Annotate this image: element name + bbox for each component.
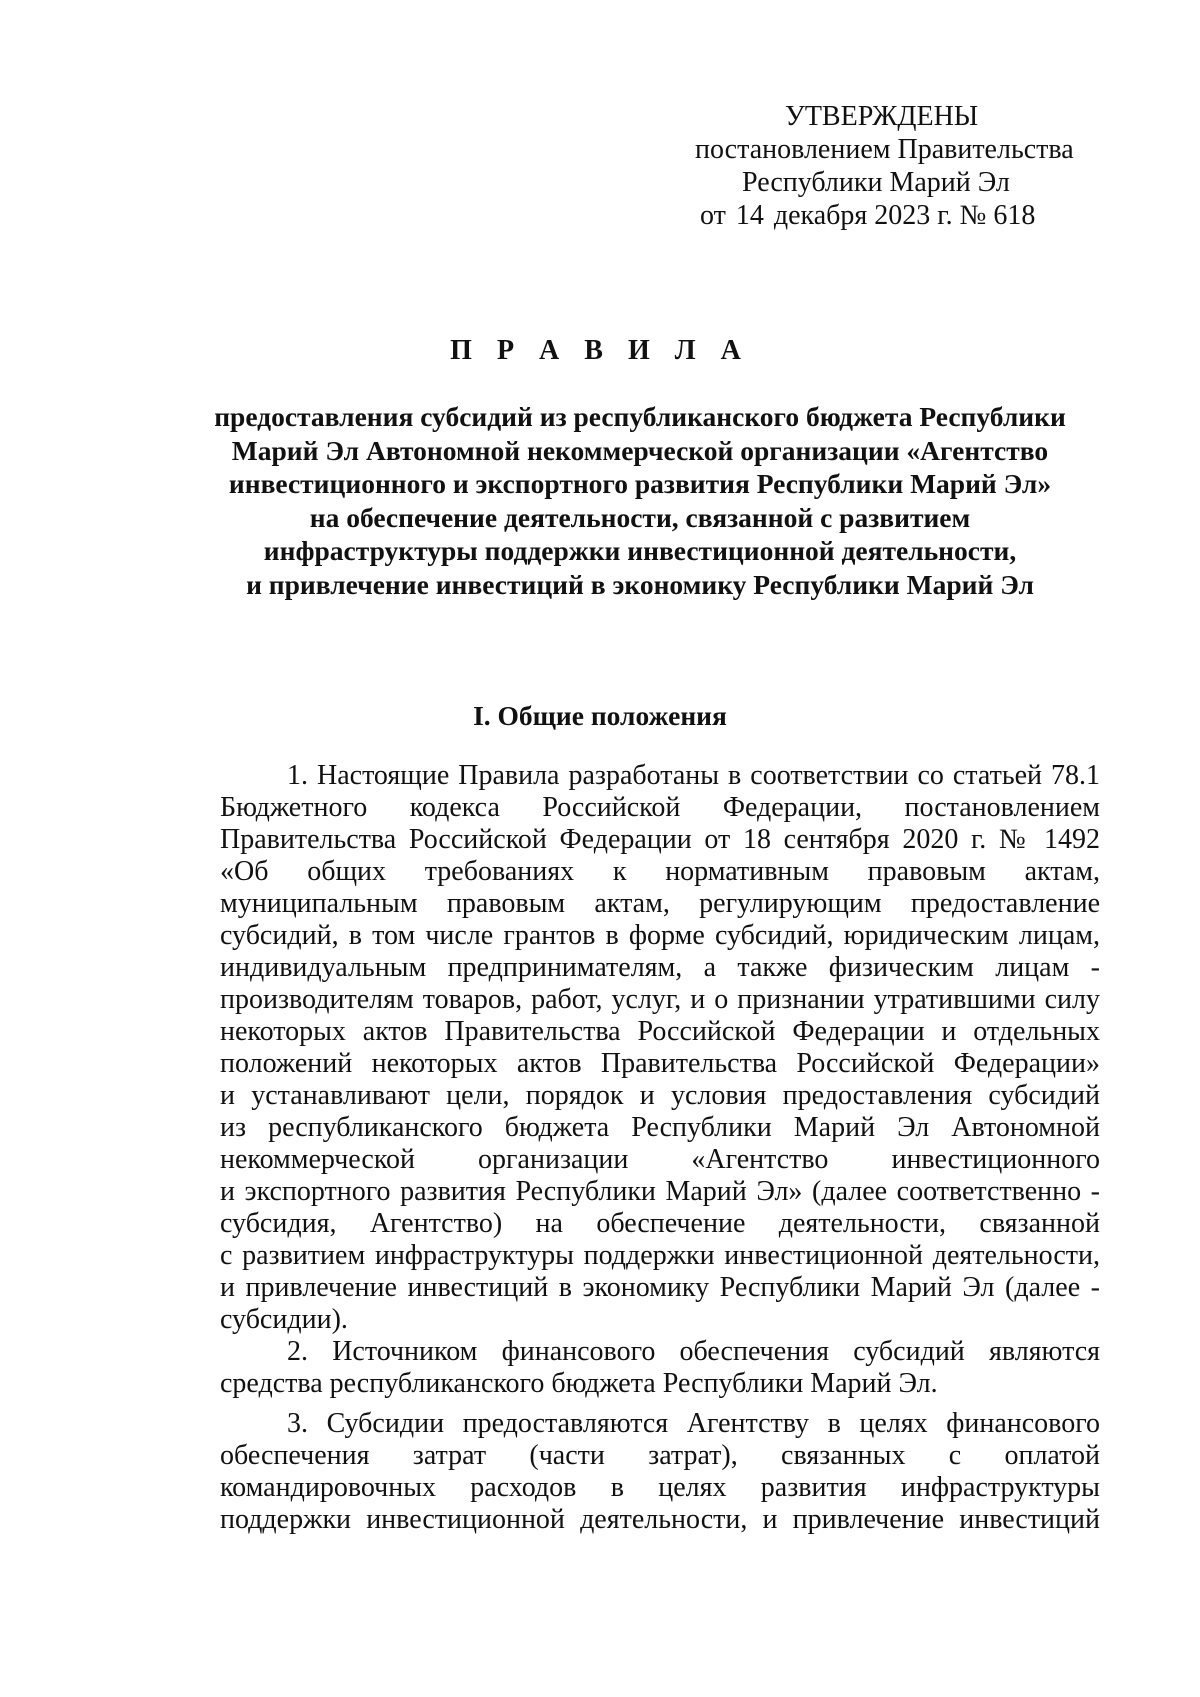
body-line: индивидуальным предпринимателям, а также физическим лицам - — [220, 952, 1100, 983]
body-line: 3. Субсидии предоставляются Агентству в целях финансового — [287, 1408, 1100, 1439]
approval-line-2: Республики Марий Эл — [742, 167, 1010, 198]
body-line: с развитием инфраструктуры поддержки инвестиционной деятельности, — [220, 1240, 1100, 1271]
approval-line-1: постановлением Правительства — [695, 134, 1074, 165]
body-line: средства республиканского бюджета Республики Марий Эл. — [220, 1368, 938, 1399]
body-line: 2. Источником финансового обеспечения субсидий являются — [287, 1336, 1100, 1367]
body-line: Правительства Российской Федерации от 18 сентября 2020 г. № 1492 — [220, 824, 1100, 855]
rules-subtitle — [200, 400, 1080, 601]
body-line: Бюджетного кодекса Российской Федерации, постановлением — [220, 792, 1100, 823]
body-line: командировочных расходов в целях развития инфраструктуры — [220, 1472, 1100, 1503]
rules-title: П Р А В И Л А — [450, 335, 750, 366]
approval-date-day: 14 — [735, 200, 764, 231]
body-line: 1. Настоящие Правила разработаны в соответствии со статьей 78.1 — [287, 760, 1100, 791]
body-line: обеспечения затрат (части затрат), связанных с оплатой — [220, 1440, 1100, 1471]
body-line: субсидий, в том числе грантов в форме субсидий, юридическим лицам, — [220, 920, 1100, 951]
rules-subtitle-line: Марий Эл Автономной некоммерческой организации «Агентство — [231, 434, 1049, 466]
approval-title: УТВЕРЖДЕНЫ — [785, 101, 979, 132]
body-line: некоторых актов Правительства Российской Федерации и отдельных — [220, 1016, 1100, 1047]
body-line: производителям товаров, работ, услуг, и о признании утратившими силу — [220, 984, 1100, 1015]
body-line: поддержки инвестиционной деятельности, и привлечение инвестиций — [220, 1504, 1100, 1535]
approval-date-prefix: от — [700, 200, 726, 231]
rules-subtitle-line: инвестиционного и экспортного развития Республики Марий Эл» — [228, 468, 1052, 499]
body-line: и устанавливают цели, порядок и условия предоставления субсидий — [220, 1080, 1100, 1111]
body-line: «Об общих требованиях к нормативным правовым актам, — [220, 856, 1100, 887]
body-line: муниципальным правовым актам, регулирующим предоставление — [220, 888, 1100, 919]
section-heading: I. Общие положения — [473, 700, 727, 731]
approval-line-3 — [690, 199, 1090, 232]
body-line: субсидия, Агентство) на обеспечение деятельности, связанной — [220, 1208, 1100, 1239]
rules-subtitle-line: на обеспечение деятельности, связанной с развитием — [309, 501, 971, 533]
rules-subtitle-line: инфраструктуры поддержки инвестиционной деятельности, — [263, 535, 1017, 566]
body-line: и привлечение инвестиций в экономику Республики Марий Эл (далее - — [220, 1272, 1100, 1303]
paragraph-gap — [220, 1400, 1100, 1408]
body-line: некоммерческой организации «Агентство инвестиционного — [220, 1144, 1100, 1175]
rules-subtitle-line: предоставления субсидий из республиканского бюджета Республики — [214, 401, 1066, 432]
rules-subtitle-line: и привлечение инвестиций в экономику Республики Марий Эл — [246, 568, 1034, 600]
body-text — [220, 760, 1100, 1536]
body-line: из республиканского бюджета Республики Марий Эл Автономной — [220, 1112, 1100, 1143]
approval-stamp — [690, 100, 1090, 232]
approval-date-rest: декабря 2023 г. № 618 — [773, 200, 1036, 231]
body-line: положений некоторых актов Правительства Российской Федерации» — [220, 1048, 1100, 1079]
body-line: и экспортного развития Республики Марий Эл» (далее соответственно - — [220, 1176, 1100, 1207]
body-line: субсидии). — [220, 1304, 348, 1335]
